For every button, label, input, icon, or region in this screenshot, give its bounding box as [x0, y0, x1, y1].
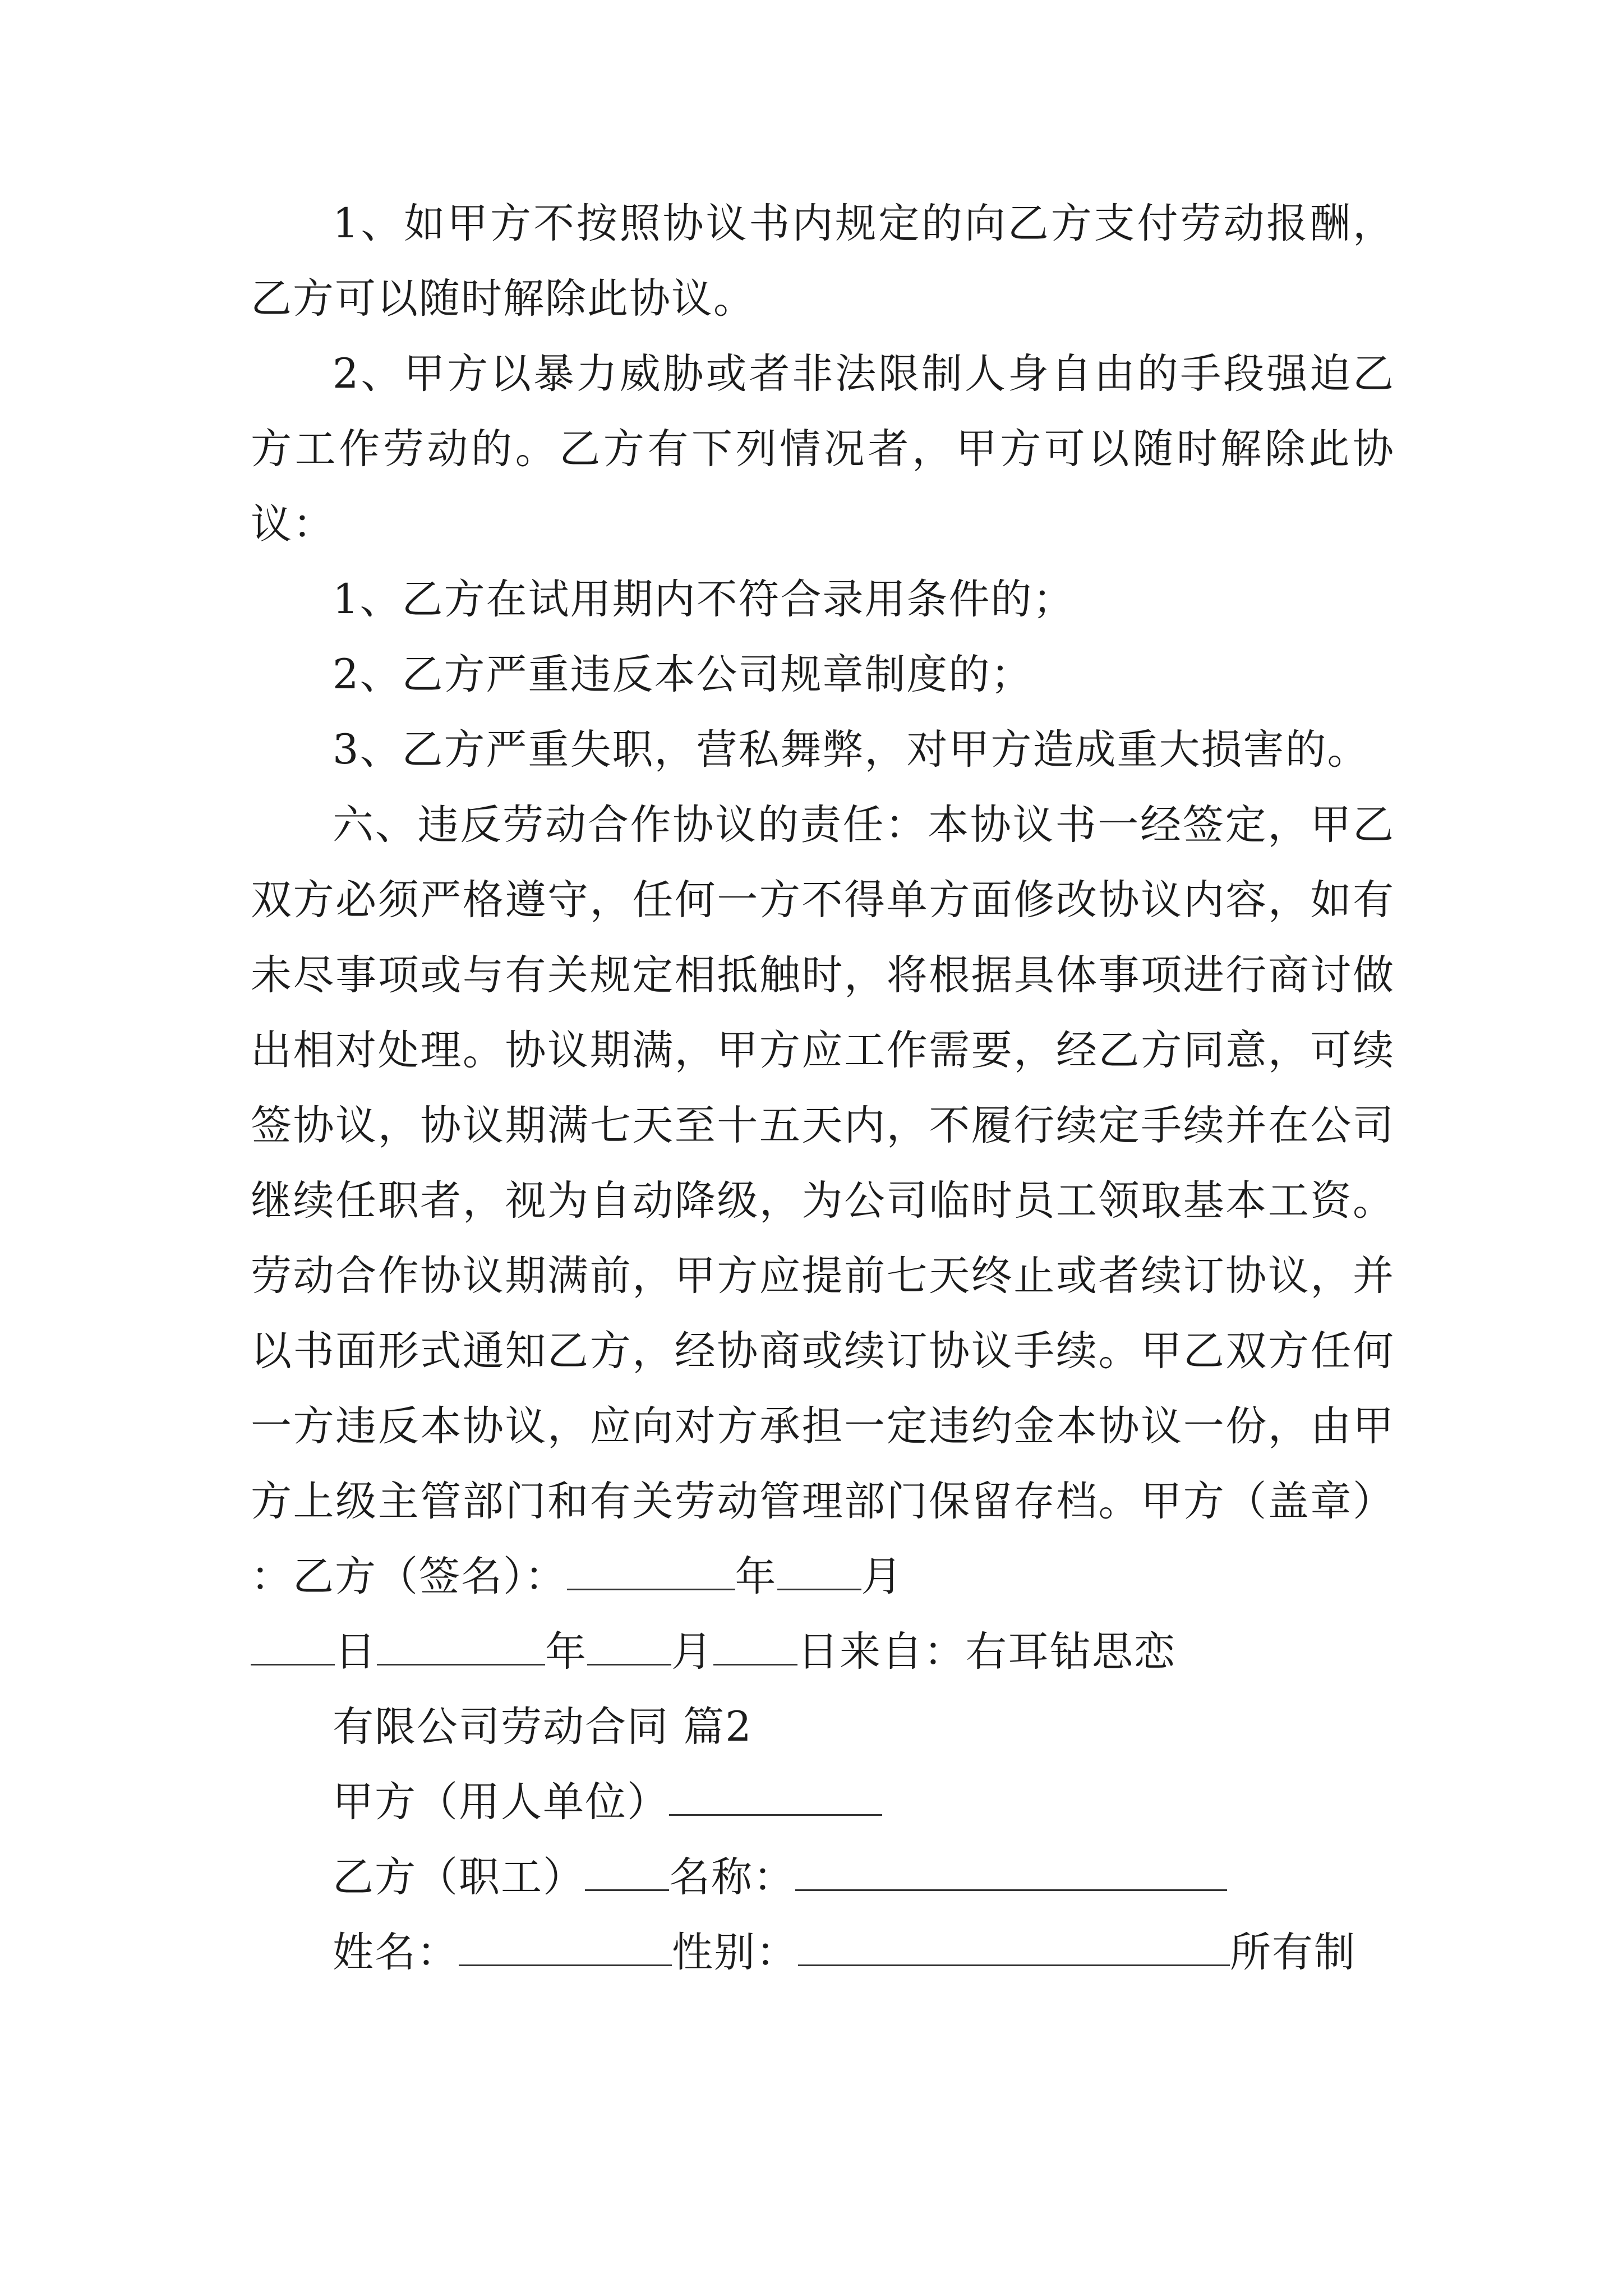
condition-1-paragraph: 1、乙方在试用期内不符合录用条件的； — [333, 576, 1075, 623]
party-a-line — [251, 1765, 1395, 1840]
date-source-line — [251, 1614, 1395, 1690]
year-label-2: 年 — [545, 1628, 587, 1676]
condition-3-paragraph: 3、乙方严重失职，营私舞弊，对甲方造成重大损害的。 — [333, 726, 1370, 774]
party-a-label: 甲方（用人单位） — [333, 1778, 669, 1826]
liability-text: 六、违反劳动合作协议的责任：本协议书一经签定，甲乙双方必须严格遵守，任何一方不得单方面修改协议内容，如有未尽事项或与有关规定相抵触时，将根据具体事项进行商讨做出相对处理。协议期满，甲方应工作需要，经乙方同意，可续签协议，协议期满七天至十五天内，不履行续定手续并在公司继续任职者，视为自动降级，为公司临时员工领取基本工资。劳动合作协议期满前，甲方应提前七天终止或者续订协议，并以书面形式通知乙方，经协商或续订协议手续。甲乙双方任何一方违反本协议，应向对方承担一定违约金本协议一份，由甲方上级主管部门和有关劳动管理部门保留存档。甲方（盖章） ：乙方（签名）： — [251, 801, 1395, 1600]
clause-2-paragraph: 2、甲方以暴力威胁或者非法限制人身自由的手段强迫乙方工作劳动的。乙方有下列情况者，甲方可以随时解除此协议： — [251, 350, 1395, 548]
party-b-label: 乙方（职工） — [333, 1853, 585, 1901]
person-name-blank — [459, 1930, 672, 1966]
signature-blank — [567, 1554, 735, 1590]
party-b-blank — [585, 1855, 669, 1891]
month-blank-2 — [587, 1629, 671, 1665]
gender-label: 性别： — [672, 1929, 798, 1976]
person-name-label: 姓名： — [333, 1929, 459, 1976]
year-label: 年 — [735, 1553, 777, 1600]
person-info-line — [251, 1915, 1395, 1990]
day-blank-2 — [713, 1629, 797, 1665]
name-blank — [795, 1855, 1227, 1891]
party-a-blank — [669, 1779, 882, 1816]
party-b-line — [251, 1840, 1395, 1915]
day-label: 日 — [335, 1628, 377, 1676]
year-blank — [377, 1629, 545, 1665]
day-source-label: 日来自：右耳钻思恋 — [797, 1628, 1176, 1676]
name-label: 名称： — [669, 1853, 795, 1901]
gender-blank — [798, 1930, 1230, 1966]
day-blank — [251, 1629, 335, 1665]
clause-1-paragraph: 1、如甲方不按照协议书内规定的向乙方支付劳动报酬，乙方可以随时解除此协议。 — [251, 200, 1395, 323]
ownership-label: 所有制 — [1230, 1929, 1356, 1976]
month-label-2: 月 — [671, 1628, 713, 1676]
condition-2-paragraph: 2、乙方严重违反本公司规章制度的； — [333, 651, 1033, 698]
month-label: 月 — [861, 1553, 903, 1600]
document-body — [251, 186, 1395, 1990]
liability-paragraph — [251, 788, 1395, 1614]
month-blank — [777, 1554, 861, 1590]
contract-2-title: 有限公司劳动合同 篇2 — [333, 1703, 753, 1751]
